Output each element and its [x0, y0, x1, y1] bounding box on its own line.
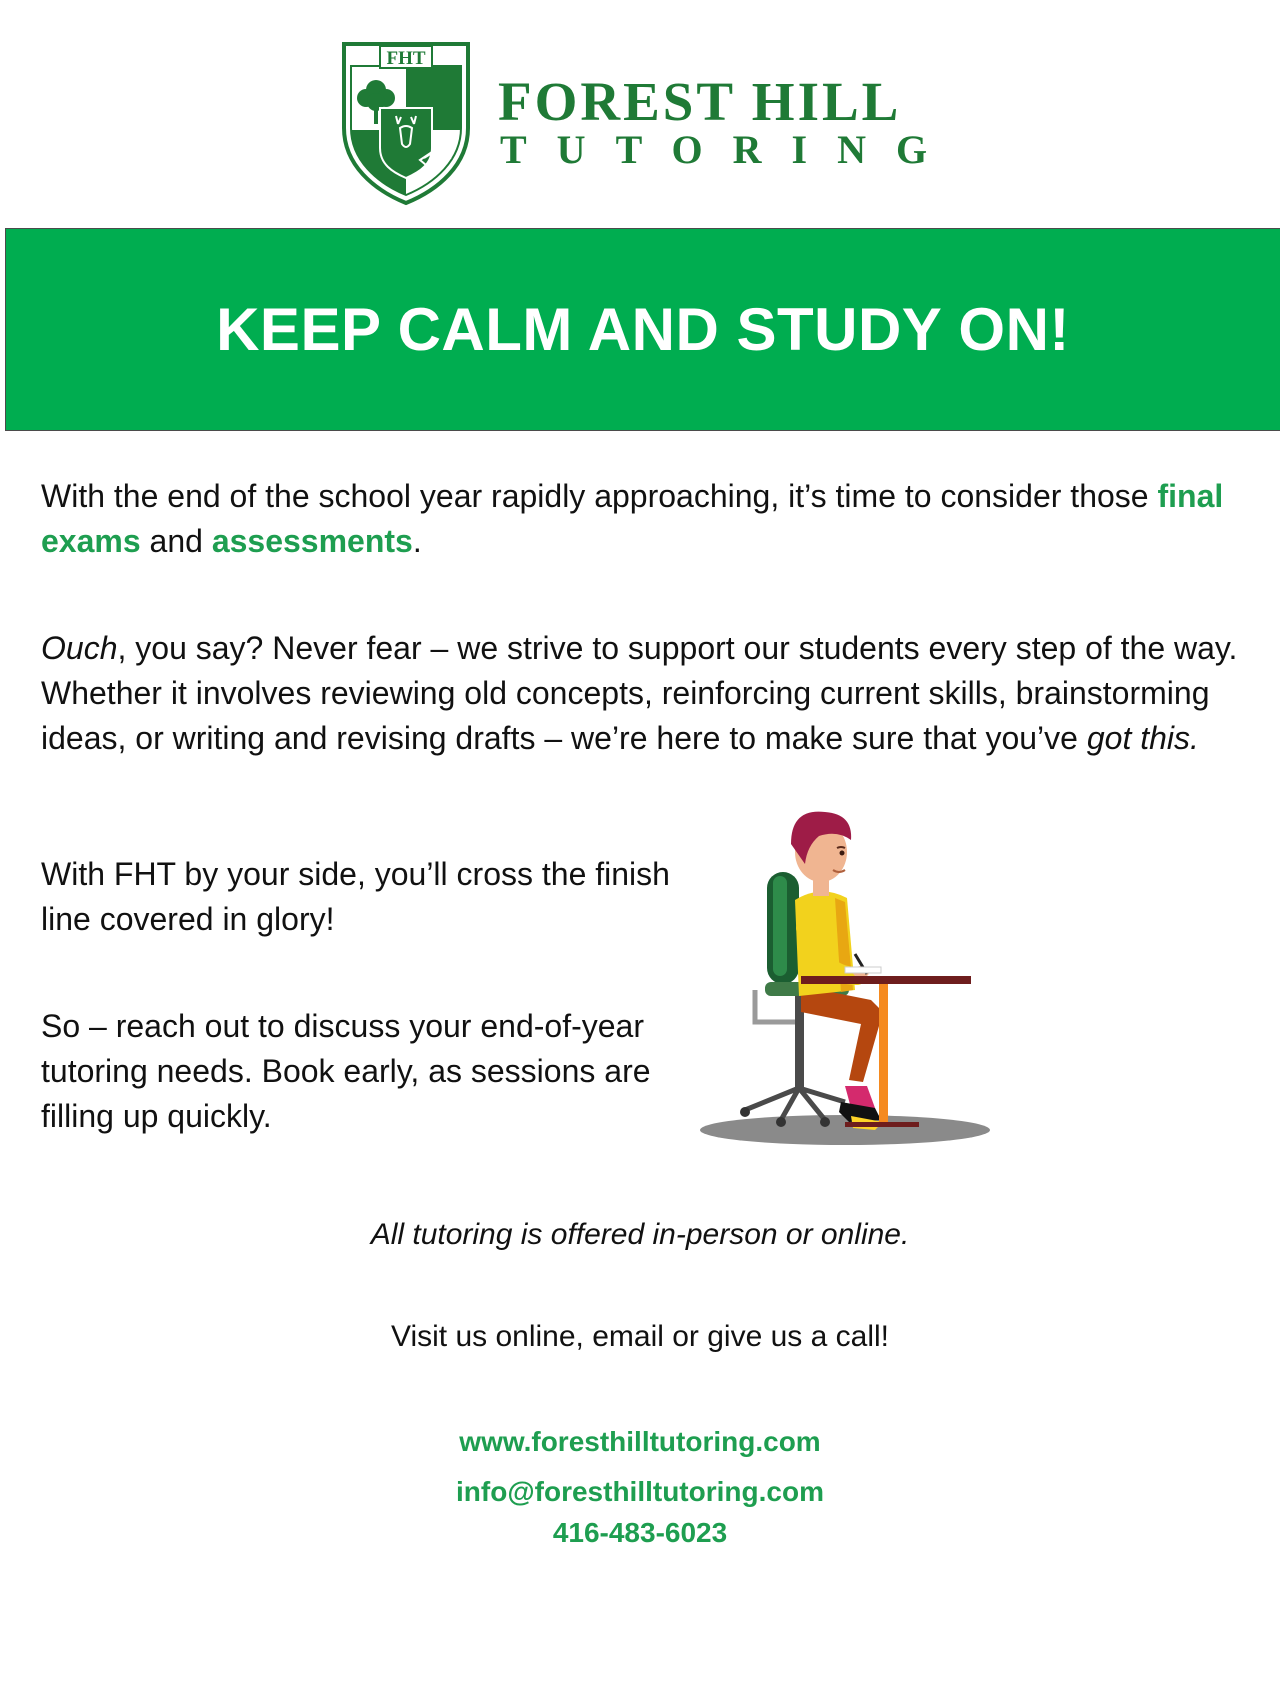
highlight-assessments: assessments	[211, 523, 413, 559]
intro-text-1: With the end of the school year rapidly approaching, it’s time to consider those	[41, 478, 1158, 514]
intro-paragraph	[41, 474, 1241, 564]
headline: KEEP CALM AND STUDY ON!	[216, 296, 1070, 363]
email-link[interactable]: info@foresthilltutoring.com	[456, 1476, 824, 1507]
brand-name: FOREST HILL	[498, 71, 902, 132]
headline-banner	[5, 228, 1280, 431]
support-paragraph	[41, 626, 1256, 761]
website-link[interactable]: www.foresthilltutoring.com	[459, 1426, 821, 1457]
ouch-emphasis: Ouch	[41, 630, 118, 666]
got-this-emphasis: got this.	[1086, 720, 1199, 756]
phone-number[interactable]: 416-483-6023	[552, 1517, 728, 1548]
brand-subtitle: TUTORING	[500, 127, 958, 172]
crest-shield-icon	[340, 40, 472, 206]
crest-text: FHT	[386, 48, 426, 69]
intro-text-2: and	[140, 523, 212, 559]
support-text: , you say? Never fear – we strive to support our students every step of the way. Whether it involves reviewing old concepts, reinforcing current skills, brainstorming ideas, or writing and revising drafts – we’re here to make sure that you’ve	[41, 630, 1238, 756]
tutoring-format-note: All tutoring is offered in-person or online.	[370, 1218, 910, 1251]
contact-cta: Visit us online, email or give us a call!	[390, 1320, 890, 1353]
student-studying-illustration	[695, 790, 995, 1150]
reach-out-paragraph: So – reach out to discuss your end-of-year tutoring needs. Book early, as sessions are filling up quickly.	[41, 1008, 651, 1134]
highlight-final-exams: final exams	[41, 478, 1224, 559]
forest-hill-tutoring-logo	[340, 40, 958, 210]
intro-text-3: .	[412, 523, 422, 559]
glory-paragraph: With FHT by your side, you’ll cross the finish line covered in glory!	[41, 856, 670, 937]
